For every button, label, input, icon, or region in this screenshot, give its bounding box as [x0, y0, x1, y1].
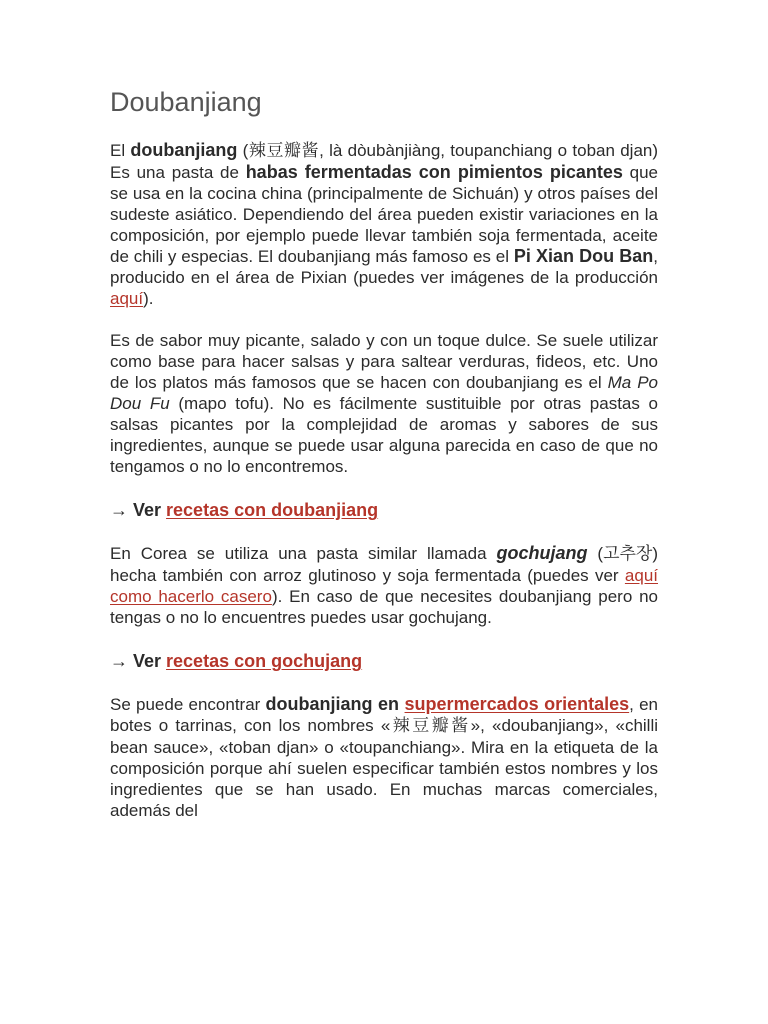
text: En Corea se utiliza una pasta similar llamada	[110, 544, 497, 563]
link-production-images[interactable]: aquí	[110, 289, 144, 308]
see-recipes-gochujang	[110, 649, 658, 673]
term-gochujang: gochujang	[496, 543, 588, 563]
article	[110, 84, 658, 821]
see-label: Ver	[128, 651, 167, 671]
see-recipes-doubanjiang	[110, 498, 658, 522]
page-title: Doubanjiang	[110, 87, 262, 117]
text: (mapo tofu). No es fácilmente sustituible por otras pastas o salsas picantes por la complejidad de aromas y sabores de sus ingredientes, aunque se puede usar alguna parecida en caso de que no tengamos o no lo encontremos.	[110, 394, 659, 476]
text: ). En caso de que necesites doubanjiang pero no tengas o no lo encuentres puedes usar gochujang.	[110, 587, 658, 627]
text: , là dòubànjiàng, toupanchiang o toban djan) Es una pasta de	[110, 141, 659, 182]
text: », «doubanjiang», «chilli bean sauce», «toban djan» o «toupanchiang». Mira en la etiqueta de la composición porque ahí suelen especificar también estos nombres y los ingredientes que se han usado. En muchas marcas comerciales, además del	[110, 716, 659, 820]
text: , en botes o tarrinas, con los nombres «	[110, 695, 658, 735]
arrow-right-icon: →	[110, 500, 128, 520]
chinese-name: 辣豆瓣酱	[390, 716, 471, 736]
text: Se puede encontrar	[110, 695, 266, 714]
term-doubanjiang-en: doubanjiang en	[265, 694, 405, 714]
text: ) hecha también con arroz glutinoso y soja fermentada (puedes ver	[110, 544, 659, 585]
see-label: Ver	[128, 500, 167, 520]
term-doubanjiang: doubanjiang	[130, 140, 238, 160]
text: que se usa en la cocina china (principalmente de Sichuán) y otros países del sudeste asiático. Dependiendo del área pueden existir variaciones en la composición, por ejemplo puede llevar también soja fermentada, aceite de chili y especias. El doubanjiang más famoso es el	[110, 163, 659, 266]
term-fermented-beans: habas fermentadas con pimientos picantes	[245, 162, 623, 182]
text: (	[587, 544, 604, 563]
text: Es de sabor muy picante, salado y con un toque dulce. Se suele utilizar como base para hacer salsas y para saltear verduras, fideos, etc. Uno de los platos más famosos que se hacen con doubanjiang es el	[110, 331, 658, 392]
text: , producido en el área de Pixian (puedes ver imágenes de la producción	[110, 247, 658, 287]
term-pi-xian-dou-ban: Pi Xian Dou Ban	[513, 246, 654, 266]
where-to-buy-paragraph	[110, 694, 658, 821]
link-oriental-supermarkets[interactable]: supermercados orientales	[404, 694, 630, 714]
flavor-paragraph	[110, 330, 658, 477]
text: El	[110, 141, 131, 160]
chinese-name: 辣豆瓣酱	[248, 141, 320, 161]
text: (	[237, 141, 249, 160]
intro-paragraph	[110, 140, 658, 309]
link-homemade-gochujang[interactable]: aquí como hacerlo casero	[110, 566, 658, 606]
dish-name: Ma Po Dou Fu	[110, 373, 658, 413]
korean-name: 고추장	[603, 544, 653, 564]
text: ).	[143, 289, 154, 308]
link-recipes-doubanjiang[interactable]: recetas con doubanjiang	[166, 500, 379, 520]
link-recipes-gochujang[interactable]: recetas con gochujang	[166, 651, 363, 671]
korea-paragraph	[110, 543, 658, 628]
arrow-right-icon: →	[110, 651, 128, 671]
